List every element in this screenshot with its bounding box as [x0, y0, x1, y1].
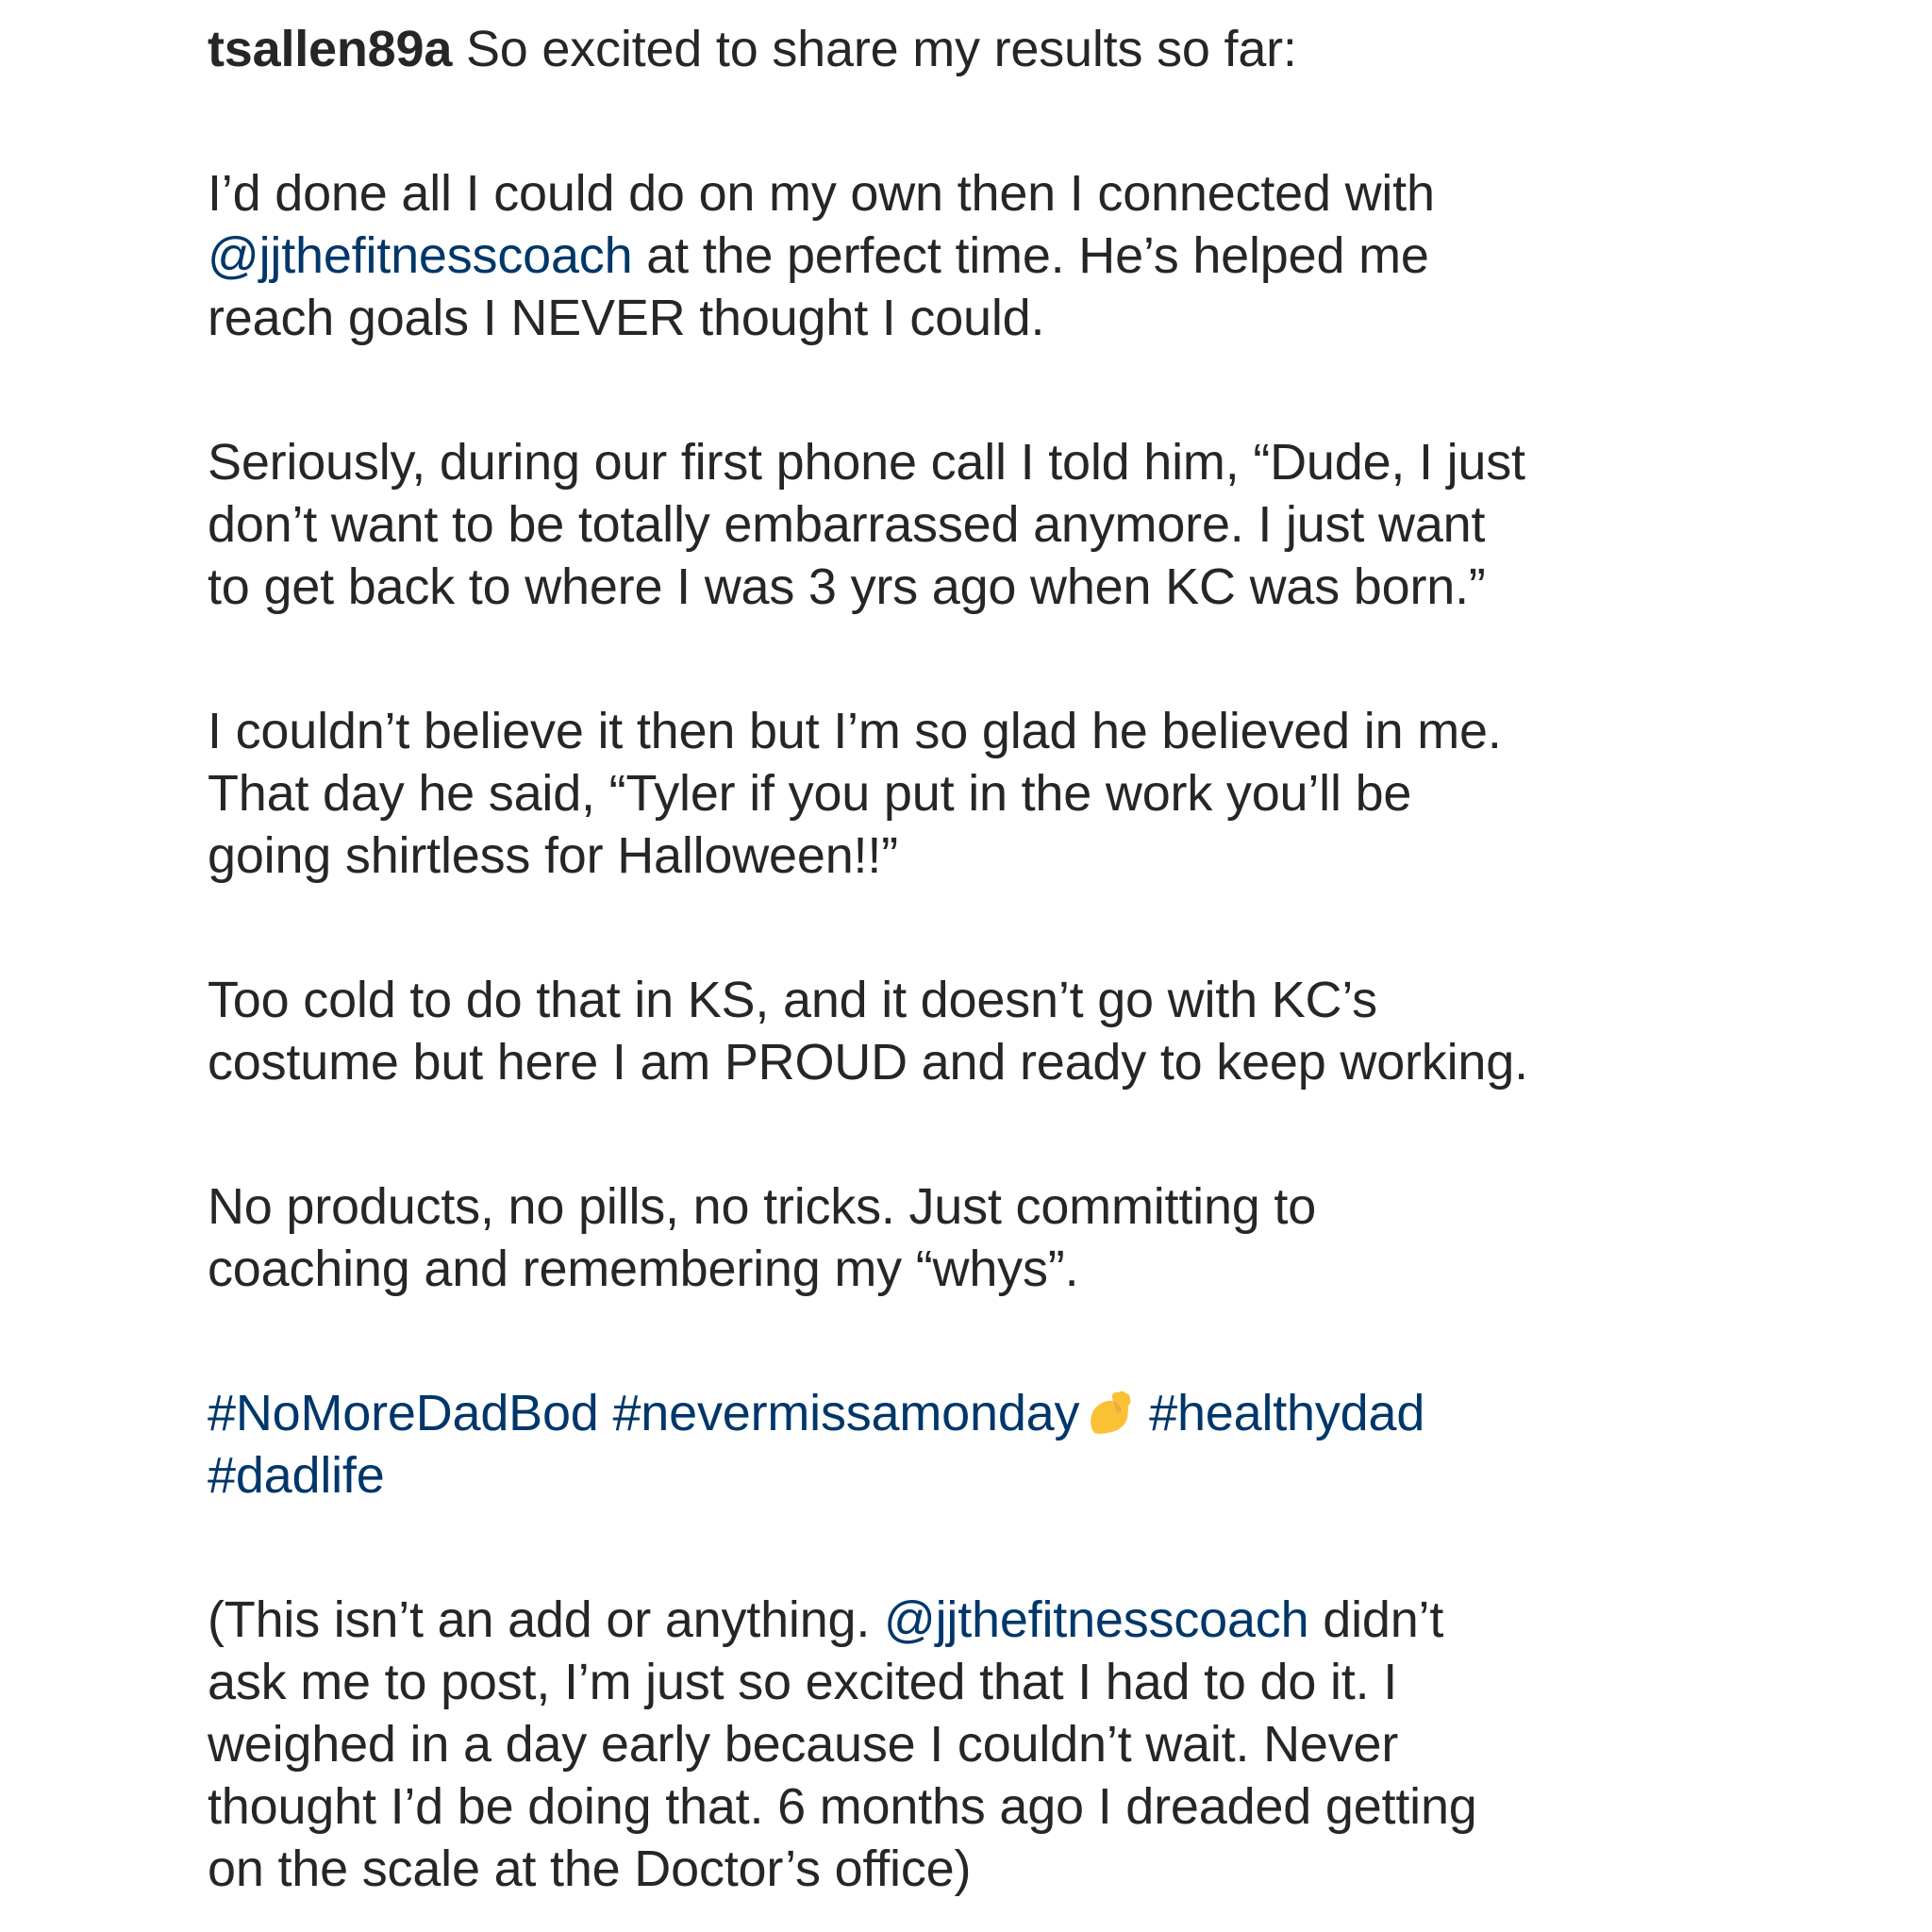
caption-paragraph-disclaimer	[208, 1589, 1894, 1900]
caption-text: weighed in a day early because I couldn’t wait. Never	[208, 1716, 1399, 1773]
caption-text: reach goals I NEVER thought I could.	[208, 290, 1045, 346]
caption-line	[208, 1238, 1894, 1300]
caption-paragraph-too-cold	[208, 969, 1894, 1093]
caption-paragraph-believe	[208, 700, 1894, 887]
caption-line	[208, 1713, 1894, 1775]
caption-text	[599, 1385, 613, 1441]
caption-text: going shirtless for Halloween!!”	[208, 827, 898, 884]
caption-intro	[208, 18, 1894, 80]
caption-line	[208, 556, 1894, 618]
caption-paragraph-phone-call	[208, 431, 1894, 618]
caption-line	[208, 700, 1894, 762]
caption-line	[208, 18, 1894, 80]
caption-line	[208, 1444, 1894, 1507]
caption-line	[208, 1838, 1894, 1900]
caption-hashtags	[208, 1382, 1894, 1507]
caption-line	[208, 287, 1894, 349]
caption-text: (This isn’t an add or anything.	[208, 1591, 884, 1648]
caption-line	[208, 1651, 1894, 1713]
caption-text: don’t want to be totally embarrassed anymore. I just want	[208, 496, 1486, 553]
caption-paragraph-coach	[208, 162, 1894, 349]
username[interactable]: tsallen89a	[208, 21, 453, 77]
caption-line	[208, 162, 1894, 225]
hashtag-link[interactable]: #dadlife	[208, 1447, 385, 1504]
flexed-biceps-emoji	[1084, 1388, 1135, 1439]
caption-text: ask me to post, I’m just so excited that I had to do it. I	[208, 1654, 1398, 1710]
caption-text: coaching and remembering my “whys”.	[208, 1241, 1079, 1297]
hashtag-link[interactable]: #nevermissamonday	[612, 1385, 1080, 1441]
caption-line	[208, 225, 1894, 287]
hashtag-link[interactable]: #healthydad	[1149, 1385, 1425, 1441]
caption-text	[1135, 1385, 1149, 1441]
caption-line	[208, 824, 1894, 887]
mention-link[interactable]: @jjthefitnesscoach	[883, 1591, 1309, 1648]
caption-text: to get back to where I was 3 yrs ago when KC was born.”	[208, 558, 1486, 615]
caption-text: Seriously, during our first phone call I told him, “Dude, I just	[208, 434, 1525, 491]
caption-text: costume but here I am PROUD and ready to keep working.	[208, 1034, 1528, 1091]
caption-text: didn’t	[1308, 1591, 1444, 1648]
caption-text: at the perfect time. He’s helped me	[632, 227, 1429, 284]
caption-line	[208, 1031, 1894, 1093]
caption-line	[208, 1175, 1894, 1238]
caption-paragraph-no-products	[208, 1175, 1894, 1300]
caption-line	[208, 1775, 1894, 1838]
hashtag-link[interactable]: #NoMoreDadBod	[208, 1385, 599, 1441]
caption-line	[208, 1382, 1894, 1444]
caption-text: I’d done all I could do on my own then I connected with	[208, 165, 1435, 222]
caption-text: Too cold to do that in KS, and it doesn’t go with KC’s	[208, 972, 1377, 1028]
caption-line	[208, 493, 1894, 556]
caption-line	[208, 969, 1894, 1031]
caption-text: on the scale at the Doctor’s office)	[208, 1840, 972, 1897]
caption-text: That day he said, “Tyler if you put in the work you’ll be	[208, 765, 1412, 822]
caption-line	[208, 1589, 1894, 1651]
caption-text: thought I’d be doing that. 6 months ago I dreaded getting	[208, 1778, 1477, 1835]
mention-link[interactable]: @jjthefitnesscoach	[208, 227, 633, 284]
caption-line	[208, 431, 1894, 493]
caption-line	[208, 762, 1894, 824]
caption-text: So excited to share my results so far:	[452, 21, 1297, 77]
caption-text: No products, no pills, no tricks. Just committing to	[208, 1178, 1317, 1235]
caption-text: I couldn’t believe it then but I’m so glad he believed in me.	[208, 703, 1502, 759]
